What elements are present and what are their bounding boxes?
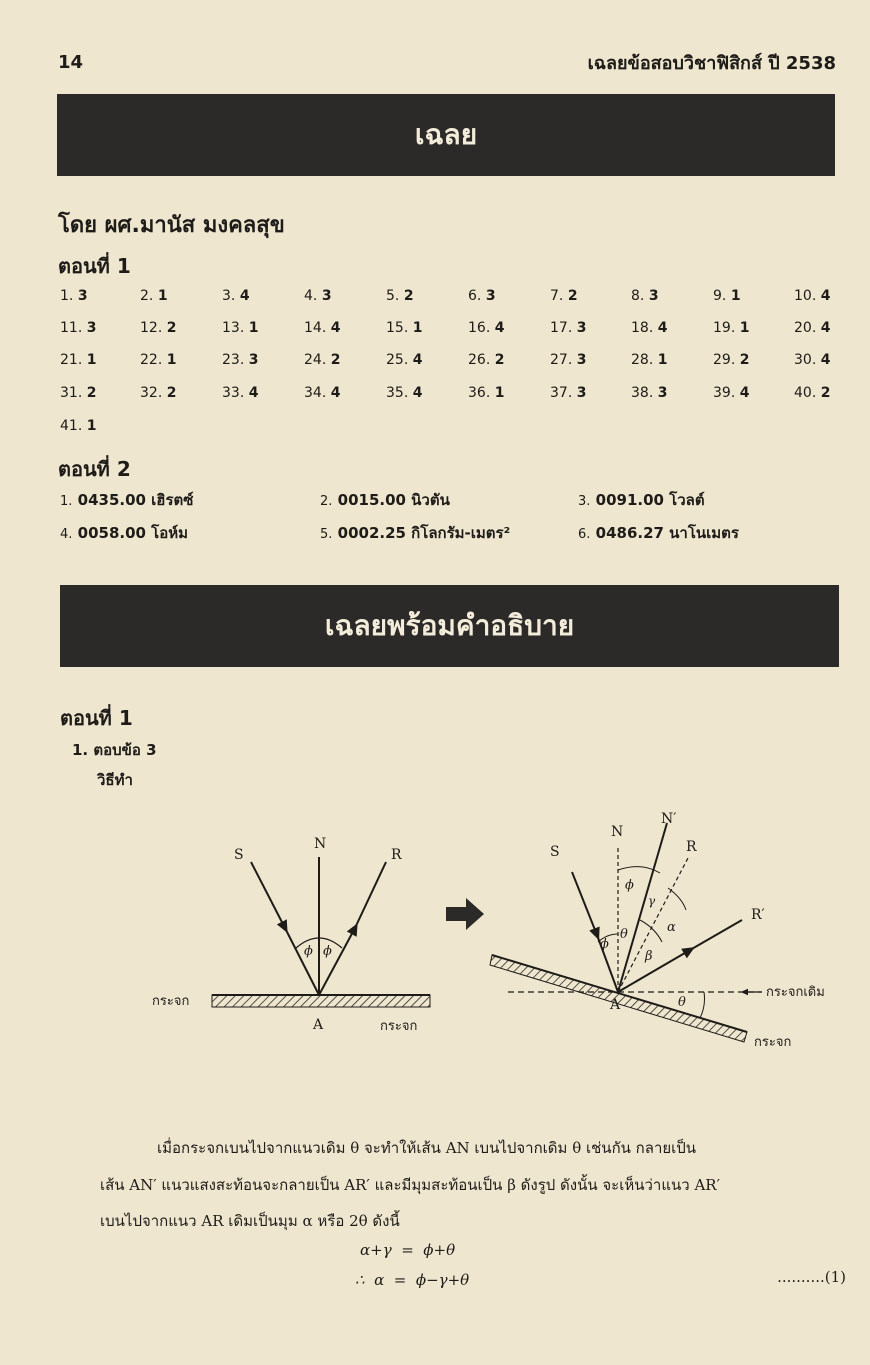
- answer-number: 10.: [794, 288, 817, 304]
- equation-1: α+γ = ϕ+θ: [360, 1241, 456, 1259]
- answer-choice: 4: [820, 352, 831, 368]
- answer-choice: 2: [403, 288, 414, 304]
- answer-number: 28.: [631, 352, 654, 368]
- label-phi-2: ϕ: [323, 944, 332, 959]
- answer-number: 5.: [386, 288, 400, 304]
- label-mirror-right: กระจก: [380, 1019, 418, 1034]
- answer-choice: 3: [648, 288, 659, 304]
- answer-number: 6.: [578, 527, 591, 542]
- answer-choice: 2: [166, 385, 177, 401]
- label-R-right: R: [686, 839, 697, 855]
- answer-choice: 3: [576, 320, 587, 336]
- answer-choice: 2: [567, 288, 578, 304]
- answer-value: 0015.00 นิวตัน: [337, 491, 450, 509]
- answer-choice: 1: [412, 320, 423, 336]
- answer-choice: 4: [248, 385, 259, 401]
- answer-number: 22.: [140, 352, 163, 368]
- arrow-right-icon: [446, 898, 484, 930]
- answer-value: 0435.00 เฮิรตซ์: [77, 491, 194, 509]
- answer-number: 11.: [60, 320, 83, 336]
- answer-choice: 4: [820, 288, 831, 304]
- answer-choice: 3: [321, 288, 332, 304]
- answer-choice: 4: [330, 385, 341, 401]
- mirror-hatch: [212, 995, 430, 1007]
- explain-part-title: ตอนที่ 1: [60, 706, 133, 730]
- answer-choice: 2: [494, 352, 505, 368]
- answer-number: 38.: [631, 385, 654, 401]
- answer-choice: 4: [820, 320, 831, 336]
- equation-2: ∴ α = ϕ−γ+θ: [355, 1271, 470, 1289]
- answer-number: 20.: [794, 320, 817, 336]
- answer-number: 8.: [631, 288, 645, 304]
- answer-number: 6.: [468, 288, 482, 304]
- label-N-prime: N′: [661, 811, 677, 827]
- page-number: 14: [58, 52, 84, 73]
- explanations-banner: เฉลยพร้อมคำอธิบาย: [60, 585, 839, 667]
- label-A-right: A: [610, 997, 621, 1013]
- left-figure: [152, 836, 430, 1034]
- answer-number: 2.: [320, 494, 333, 509]
- running-title: เฉลยข้อสอบวิชาฟิสิกส์ ปี 2538: [587, 53, 836, 74]
- answer-value: 0058.00 โอห์ม: [77, 524, 189, 542]
- answer-choice: 2: [820, 385, 831, 401]
- answer-number: 39.: [713, 385, 736, 401]
- answer-number: 15.: [386, 320, 409, 336]
- answer-choice: 3: [485, 288, 496, 304]
- label-theta-normal: θ: [620, 927, 628, 942]
- answer-number: 34.: [304, 385, 327, 401]
- answer-number: 41.: [60, 418, 83, 434]
- answer-number: 26.: [468, 352, 491, 368]
- answer-choice: 1: [730, 288, 741, 304]
- label-mirror-left: กระจก: [152, 994, 190, 1009]
- answer-choice: 4: [239, 288, 250, 304]
- author-line: โดย ผศ.มานัส มงคลสุข: [58, 213, 285, 238]
- answer-number: 36.: [468, 385, 491, 401]
- answer-number: 23.: [222, 352, 245, 368]
- label-mirror-tilted: กระจก: [754, 1035, 792, 1050]
- answer-choice: 4: [657, 320, 668, 336]
- label-original-mirror: กระจกเดิม: [766, 985, 825, 1000]
- label-S-right: S: [550, 844, 560, 860]
- answer-number: 1.: [60, 494, 73, 509]
- answer-number: 13.: [222, 320, 245, 336]
- label-N-right: N: [611, 824, 624, 840]
- label-alpha: α: [667, 920, 676, 935]
- answer-choice: 3: [576, 352, 587, 368]
- answer-choice: 2: [739, 352, 750, 368]
- answer-choice: 1: [657, 352, 668, 368]
- paragraph-line-3: เบนไปจากแนว AR เดิมเป็นมุม α หรือ 2θ ดังนี้: [100, 1212, 400, 1230]
- answer-number: 16.: [468, 320, 491, 336]
- answer-choice: 3: [576, 385, 587, 401]
- answer-number: 2.: [140, 288, 154, 304]
- label-R-prime: R′: [751, 907, 765, 923]
- equation-number: ..........(1): [777, 1268, 846, 1286]
- answer-number: 21.: [60, 352, 83, 368]
- answer-choice: 3: [657, 385, 668, 401]
- answer-choice: 3: [86, 320, 97, 336]
- answer-number: 30.: [794, 352, 817, 368]
- answer-number: 40.: [794, 385, 817, 401]
- label-N: N: [314, 836, 327, 852]
- answer-choice: 1: [166, 352, 177, 368]
- answer-number: 19.: [713, 320, 736, 336]
- label-A: A: [313, 1017, 324, 1033]
- incident-ray: [251, 862, 285, 928]
- answer-choice: 2: [166, 320, 177, 336]
- label-phi-top: ϕ: [625, 878, 634, 893]
- paragraph-line-1: เมื่อกระจกเบนไปจากแนวเดิม θ จะทำให้เส้น AN เบนไปจากเดิม θ เช่นกัน กลายเป็น: [157, 1139, 697, 1157]
- answer-number: 37.: [550, 385, 573, 401]
- answer-choice: 4: [412, 385, 423, 401]
- answer-choice: 4: [330, 320, 341, 336]
- method-label: วิธีทำ: [97, 771, 133, 789]
- answer-choice: 1: [494, 385, 505, 401]
- answer-choice: 4: [739, 385, 750, 401]
- part1-title: ตอนที่ 1: [58, 254, 131, 278]
- answer-number: 12.: [140, 320, 163, 336]
- answer-choice: 1: [86, 352, 97, 368]
- answer-number: 25.: [386, 352, 409, 368]
- answer-number: 7.: [550, 288, 564, 304]
- question1-heading: 1. ตอบข้อ 3: [72, 741, 157, 759]
- answer-number: 27.: [550, 352, 573, 368]
- label-gamma: γ: [648, 894, 656, 908]
- answer-number: 9.: [713, 288, 727, 304]
- label-S: S: [234, 847, 244, 863]
- answer-number: 24.: [304, 352, 327, 368]
- label-beta: β: [645, 949, 653, 964]
- answer-number: 35.: [386, 385, 409, 401]
- answer-number: 17.: [550, 320, 573, 336]
- answer-number: 1.: [60, 288, 74, 304]
- answer-value: 0486.27 นาโนเมตร: [595, 524, 739, 542]
- answer-choice: 1: [739, 320, 750, 336]
- part2-title: ตอนที่ 2: [58, 457, 131, 481]
- answer-number: 3.: [222, 288, 236, 304]
- answer-choice: 1: [157, 288, 168, 304]
- answer-number: 4.: [304, 288, 318, 304]
- answer-choice: 4: [494, 320, 505, 336]
- right-figure: [490, 811, 825, 1050]
- answer-value: 0091.00 โวลต์: [595, 491, 705, 509]
- answer-choice: 2: [86, 385, 97, 401]
- answers-banner: เฉลย: [57, 94, 835, 176]
- answer-number: 32.: [140, 385, 163, 401]
- answer-value: 0002.25 กิโลกรัม-เมตร²: [337, 524, 511, 542]
- incident-ray-right: [572, 872, 597, 935]
- answer-choice: 3: [248, 352, 259, 368]
- label-theta-mirror: θ: [678, 995, 686, 1010]
- answer-number: 14.: [304, 320, 327, 336]
- label-phi-1: ϕ: [304, 944, 313, 959]
- answer-choice: 1: [86, 418, 97, 434]
- answer-number: 3.: [578, 494, 591, 509]
- answer-choice: 4: [412, 352, 423, 368]
- label-phi-incident: ϕ: [600, 937, 609, 952]
- paragraph-line-2: เส้น AN′ แนวแสงสะท้อนจะกลายเป็น AR′ และมีมุมสะท้อนเป็น β ดังรูป ดังนั้น จะเห็นว่าแนว AR′: [100, 1176, 721, 1194]
- answer-number: 31.: [60, 385, 83, 401]
- answer-number: 33.: [222, 385, 245, 401]
- answer-number: 29.: [713, 352, 736, 368]
- answer-number: 5.: [320, 527, 333, 542]
- answer-choice: 3: [77, 288, 88, 304]
- answer-choice: 1: [248, 320, 259, 336]
- answer-choice: 2: [330, 352, 341, 368]
- label-R: R: [391, 847, 402, 863]
- answer-number: 18.: [631, 320, 654, 336]
- answer-number: 4.: [60, 527, 73, 542]
